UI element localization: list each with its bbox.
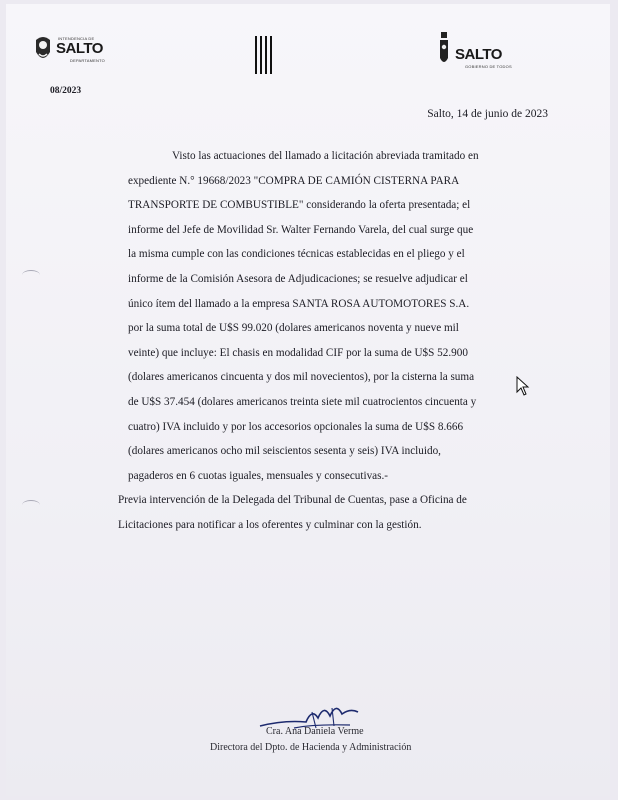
body-line: Previa intervención de la Delegada del Tribunal de Cuentas, pase a Oficina de bbox=[118, 494, 467, 507]
resolution-number: 08/2023 bbox=[50, 86, 82, 96]
punch-hole-mark bbox=[22, 270, 40, 280]
body-line: expediente N.° 19668/2023 "COMPRA DE CAMIÓN CISTERNA PARA bbox=[128, 174, 460, 187]
resolution-body bbox=[118, 144, 546, 538]
body-line: la misma cumple con las condiciones técnicas establecidas en el pliego y el bbox=[128, 248, 465, 261]
salto-shield-icon bbox=[438, 32, 454, 66]
right-logo-word: SALTO bbox=[455, 46, 502, 63]
body-line: TRANSPORTE DE COMBUSTIBLE" considerando la oferta presentada; el bbox=[128, 199, 471, 212]
paragraph-main bbox=[128, 144, 546, 488]
document-page bbox=[6, 4, 610, 796]
intendencia-salto-logo bbox=[32, 34, 103, 64]
left-logo-subtext: INTENDENCIA DE bbox=[58, 36, 95, 41]
punch-hole-mark bbox=[22, 500, 40, 510]
body-line: (dolares americanos ocho mil seiscientos sesenta y seis) IVA incluido, bbox=[128, 445, 441, 458]
paragraph-closing bbox=[118, 488, 546, 537]
document-date: Salto, 14 de junio de 2023 bbox=[427, 108, 548, 120]
body-line: informe del Jefe de Movilidad Sr. Walter Fernando Varela, del cual surge que bbox=[128, 223, 474, 236]
body-line: informe de la Comisión Asesora de Adjudicaciones; se resuelve adjudicar el bbox=[128, 272, 468, 285]
salto-emblem-icon bbox=[32, 34, 54, 64]
body-line: Visto las actuaciones del llamado a licitación abreviada tramitado en bbox=[172, 150, 479, 162]
signatory-title: Directora del Dpto. de Hacienda y Administración bbox=[210, 742, 412, 753]
left-logo-subtext2: DEPARTAMENTO bbox=[70, 58, 105, 63]
body-line: veinte) que incluye: El chasis en modalidad CIF por la suma de U$S 52.900 bbox=[128, 346, 468, 359]
right-logo-subtext: GOBIERNO DE TODOS bbox=[465, 64, 512, 69]
salto-gobierno-logo bbox=[438, 32, 512, 69]
body-line: de U$S 37.454 (dolares americanos treinta siete mil cuatrocientos cincuenta y bbox=[128, 395, 477, 408]
left-logo-word: SALTO bbox=[56, 40, 103, 57]
body-line: único ítem del llamado a la empresa SANTA ROSA AUTOMOTORES S.A. bbox=[128, 297, 470, 310]
body-line: cuatro) IVA incluido y por los accesorios opcionales la suma de U$S 8.666 bbox=[128, 420, 464, 433]
signatory-name: Cra. Ana Daniela Verme bbox=[266, 726, 364, 737]
body-line: pagaderos en 6 cuotas iguales, mensuales y consecutivas.- bbox=[128, 469, 389, 482]
body-line: (dolares americanos cincuenta y dos mil novecientos), por la cisterna la suma bbox=[128, 371, 475, 384]
body-line: Licitaciones para notificar a los oferentes y culminar con la gestión. bbox=[118, 518, 422, 531]
barcode-mark bbox=[255, 36, 272, 74]
mouse-cursor-icon bbox=[516, 376, 530, 396]
body-line: por la suma total de U$S 99.020 (dolares americanos noventa y nueve mil bbox=[128, 322, 459, 335]
